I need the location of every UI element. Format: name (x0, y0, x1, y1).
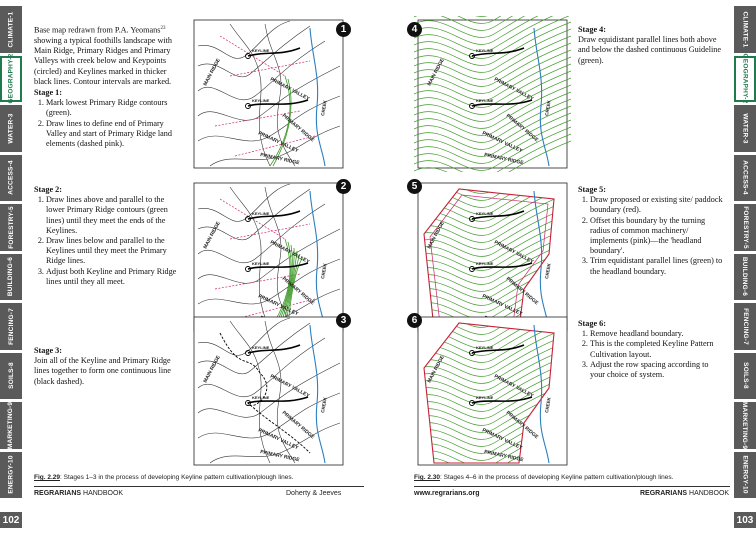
tab-energy[interactable]: ENERGY-10 (734, 452, 756, 499)
label-primary-valley-lower: PRIMARY VALLEY (257, 130, 300, 155)
tab-water[interactable]: WATER-3 (0, 105, 22, 152)
footer-website: www.regrarians.org (414, 490, 480, 497)
label-primary-valley-lower: PRIMARY VALLEY (481, 427, 524, 452)
label-keyline-lower: KEYLINE (476, 261, 494, 266)
intro-paragraph: Base map redrawn from P.A. Yeomans$^{23}$ showing a typical foothills landscape with Main Ridge, Primary Ridges and Primary Valleys with creek below and Keypoints (circled) and Keylines marked in thicker black lines. Contour intervals are marked. (34, 25, 173, 86)
label-primary-valley: PRIMARY VALLEY (493, 76, 535, 103)
label-keyline-lower: KEYLINE (476, 395, 494, 400)
map-stage-3 (190, 313, 347, 469)
label-creek: CREEK (320, 262, 328, 280)
label-primary-ridge-lower: PRIMARY RIDGE (259, 152, 300, 167)
footer-rule-left (34, 486, 364, 487)
label-main-ridge: MAIN RIDGE (426, 354, 446, 384)
badge-stage-6: 6 (407, 313, 422, 328)
map-stage-1 (190, 16, 347, 172)
map-stage-4 (414, 16, 571, 172)
label-primary-valley-lower: PRIMARY VALLEY (257, 293, 300, 318)
tab-forestry[interactable]: FORESTRY-5 (0, 204, 22, 251)
label-primary-ridge: PRIMARY RIDGE (504, 112, 540, 144)
label-primary-valley: PRIMARY VALLEY (493, 239, 535, 266)
intro-and-stage1-text (34, 24, 184, 149)
right-page (378, 0, 756, 534)
label-keyline-upper: KEYLINE (252, 48, 270, 53)
label-primary-valley: PRIMARY VALLEY (269, 76, 311, 103)
map-stage-6 (414, 313, 571, 469)
label-primary-ridge-lower: PRIMARY RIDGE (259, 449, 300, 464)
label-primary-valley-lower: PRIMARY VALLEY (481, 130, 524, 155)
tab-water[interactable]: WATER-3 (734, 105, 756, 152)
stage2-text (34, 184, 184, 287)
page-number-right: 103 (734, 512, 756, 528)
stage3-heading: Stage 3: (34, 346, 62, 355)
label-primary-valley-lower: PRIMARY VALLEY (257, 427, 300, 452)
label-primary-valley: PRIMARY VALLEY (269, 373, 311, 400)
footer-rule-right (414, 486, 730, 487)
label-creek: CREEK (320, 99, 328, 117)
tab-building[interactable]: BUILDING-6 (0, 254, 22, 301)
footer-book-title-right: REGRARIANS HANDBOOK (640, 490, 730, 497)
label-primary-valley: PRIMARY VALLEY (269, 239, 311, 266)
tab-marketing[interactable]: MARKETING-9 (734, 402, 756, 449)
caption-fig-2-30: Fig. 2.30: Stages 4–6 in the process of developing Keyline pattern cultivation/plough lines. (414, 474, 674, 481)
tab-marketing[interactable]: MARKETING-9 (0, 402, 22, 449)
label-primary-ridge: PRIMARY RIDGE (280, 112, 316, 144)
label-creek: CREEK (544, 396, 552, 414)
page-number-left: 102 (0, 512, 22, 528)
tab-climate[interactable]: CLIMATE-1 (734, 6, 756, 53)
stage1-heading: Stage 1: (34, 87, 62, 97)
label-main-ridge: MAIN RIDGE (426, 57, 446, 87)
label-main-ridge: MAIN RIDGE (202, 220, 222, 250)
label-keyline-upper: KEYLINE (252, 345, 270, 350)
tab-fencing[interactable]: FENCING-7 (0, 303, 22, 350)
stage4-heading: Stage 4: (578, 25, 606, 34)
tab-soils[interactable]: SOILS-8 (0, 353, 22, 400)
label-creek: CREEK (544, 99, 552, 117)
label-keyline-upper: KEYLINE (476, 211, 494, 216)
label-primary-ridge-lower: PRIMARY RIDGE (483, 152, 524, 167)
stage6-list: 1. Remove headland boundary. 2. This is the completed Keyline Pattern Cultivation layout. 3. Adjust the row spacing according to your choice of system. (578, 329, 724, 380)
tab-building[interactable]: BUILDING-6 (734, 254, 756, 301)
label-keyline-lower: KEYLINE (252, 261, 270, 266)
right-section-tabs (734, 6, 756, 506)
left-section-tabs (0, 6, 22, 506)
label-main-ridge: MAIN RIDGE (202, 57, 222, 87)
label-keyline-lower: KEYLINE (252, 98, 270, 103)
label-primary-ridge: PRIMARY RIDGE (280, 275, 316, 307)
stage5-text (578, 184, 724, 277)
label-primary-ridge: PRIMARY RIDGE (280, 409, 316, 441)
label-primary-valley: PRIMARY VALLEY (493, 373, 535, 400)
label-keyline-upper: KEYLINE (476, 345, 494, 350)
label-creek: CREEK (544, 262, 552, 280)
label-main-ridge: MAIN RIDGE (426, 220, 446, 250)
tab-soils[interactable]: SOILS-8 (734, 353, 756, 400)
tab-forestry[interactable]: FORESTRY-5 (734, 204, 756, 251)
badge-stage-1: 1 (336, 22, 351, 37)
caption-fig-2-29: Fig. 2.29: Stages 1–3 in the process of developing Keyline pattern cultivation/plough lines. (34, 474, 294, 481)
footer-authors: Doherty & Jeeves (286, 490, 342, 497)
tab-fencing[interactable]: FENCING-7 (734, 303, 756, 350)
footer-book-title-left: REGRARIANS HANDBOOK (34, 490, 124, 497)
label-primary-ridge: PRIMARY RIDGE (504, 409, 540, 441)
tab-energy[interactable]: ENERGY-10 (0, 452, 22, 499)
stage6-text (578, 318, 724, 380)
stage2-list: 1. Draw lines above and parallel to the lower Primary Ridge contours (green lines) until they meet the ends of the Keylines. 2. Draw lines below and parallel to the Keylines until they meet the Primary Ridge lines. 3. Adjust both Keyline and Primary Ridge lines until they all meet. (34, 195, 184, 287)
badge-stage-3: 3 (336, 313, 351, 328)
stage1-list: 1. Mark lowest Primary Ridge contours (green). 2. Draw lines to define end of Primary Valley and start of Primary Ridge land elements (dashed pink). (34, 98, 184, 149)
label-keyline-upper: KEYLINE (252, 211, 270, 216)
map-stage-5 (414, 179, 571, 335)
label-keyline-upper: KEYLINE (476, 48, 494, 53)
label-creek: CREEK (320, 396, 328, 414)
tab-geography[interactable]: GEOGRAPHY-2 (0, 56, 22, 103)
tab-climate[interactable]: CLIMATE-1 (0, 6, 22, 53)
label-primary-ridge-lower: PRIMARY RIDGE (483, 449, 524, 464)
stage2-heading: Stage 2: (34, 185, 62, 194)
label-primary-ridge: PRIMARY RIDGE (504, 275, 540, 307)
label-main-ridge: MAIN RIDGE (202, 354, 222, 384)
label-keyline-lower: KEYLINE (476, 98, 494, 103)
stage5-list: 1. Draw proposed or existing site/ paddock boundary (red). 2. Offset this boundary by the turning radius of common machinery/ implements (pink)—the 'headland boundary'. 3. Trim equidistant parallel lines (green) to the headland boundary. (578, 195, 724, 277)
badge-stage-4: 4 (407, 22, 422, 37)
badge-stage-5: 5 (407, 179, 422, 194)
stage3-text: Stage 3: Join all of the Keyline and Primary Ridge lines together to form one continuous line (black dashed). (34, 345, 184, 387)
tab-access[interactable]: ACCESS-4 (0, 155, 22, 202)
stage6-heading: Stage 6: (578, 319, 606, 328)
badge-stage-2: 2 (336, 179, 351, 194)
stage4-text: Stage 4: Draw equidistant parallel lines both above and below the dashed continuous Guideline (green). (578, 24, 724, 66)
label-keyline-lower: KEYLINE (252, 395, 270, 400)
tab-geography[interactable]: GEOGRAPHY-2 (734, 56, 756, 103)
stage5-heading: Stage 5: (578, 185, 606, 194)
label-primary-valley-lower: PRIMARY VALLEY (481, 293, 524, 318)
tab-access[interactable]: ACCESS-4 (734, 155, 756, 202)
map-stage-2 (190, 179, 347, 335)
